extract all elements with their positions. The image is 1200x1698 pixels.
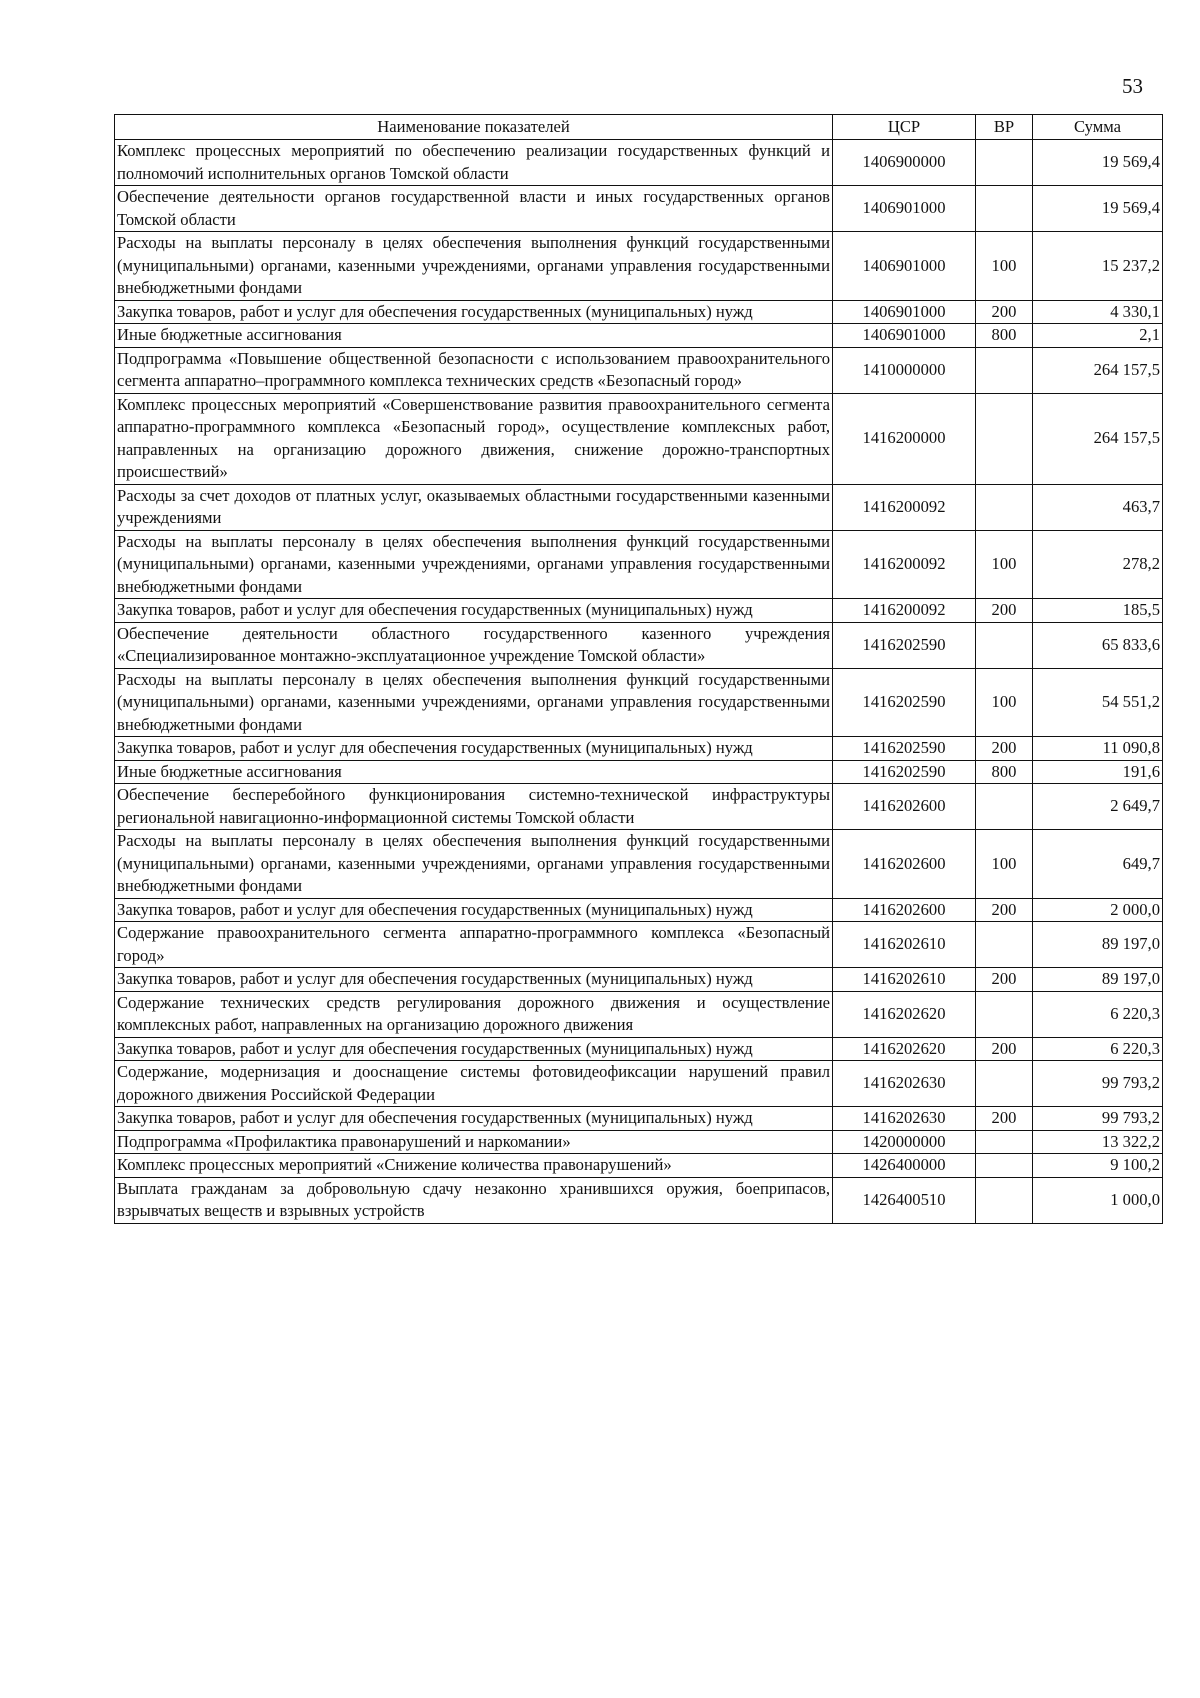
cell-csr: 1406901000 bbox=[833, 186, 976, 232]
cell-csr: 1406901000 bbox=[833, 300, 976, 324]
cell-sum: 2 000,0 bbox=[1033, 898, 1163, 922]
cell-name: Комплекс процессных мероприятий «Совершенствование развития правоохранительного сегмента аппаратно-программного комплекса «Безопасный город», осуществление комплексных работ, направленных на организацию дорожного движения, снижение дорожно-транспортных происшествий» bbox=[115, 393, 833, 484]
cell-vr bbox=[976, 1177, 1033, 1223]
cell-csr: 1406901000 bbox=[833, 232, 976, 301]
cell-sum: 4 330,1 bbox=[1033, 300, 1163, 324]
cell-csr: 1416202600 bbox=[833, 830, 976, 899]
cell-csr: 1416202620 bbox=[833, 1037, 976, 1061]
cell-sum: 185,5 bbox=[1033, 599, 1163, 623]
cell-vr bbox=[976, 186, 1033, 232]
table-row bbox=[115, 1107, 1163, 1131]
cell-sum: 65 833,6 bbox=[1033, 622, 1163, 668]
cell-name: Закупка товаров, работ и услуг для обеспечения государственных (муниципальных) нужд bbox=[115, 898, 833, 922]
cell-csr: 1416200092 bbox=[833, 599, 976, 623]
table-row bbox=[115, 1061, 1163, 1107]
cell-csr: 1416200092 bbox=[833, 530, 976, 599]
table-row bbox=[115, 484, 1163, 530]
cell-vr bbox=[976, 393, 1033, 484]
table-row bbox=[115, 668, 1163, 737]
cell-vr: 800 bbox=[976, 760, 1033, 784]
cell-name: Закупка товаров, работ и услуг для обеспечения государственных (муниципальных) нужд bbox=[115, 968, 833, 992]
cell-vr bbox=[976, 484, 1033, 530]
cell-vr bbox=[976, 347, 1033, 393]
cell-vr: 200 bbox=[976, 898, 1033, 922]
cell-sum: 13 322,2 bbox=[1033, 1130, 1163, 1154]
cell-vr: 200 bbox=[976, 599, 1033, 623]
cell-name: Иные бюджетные ассигнования bbox=[115, 760, 833, 784]
cell-sum: 54 551,2 bbox=[1033, 668, 1163, 737]
cell-vr bbox=[976, 1154, 1033, 1178]
table-row bbox=[115, 968, 1163, 992]
cell-csr: 1416202600 bbox=[833, 784, 976, 830]
cell-csr: 1406900000 bbox=[833, 140, 976, 186]
cell-name: Расходы на выплаты персоналу в целях обеспечения выполнения функций государственными (муниципальными) органами, казенными учреждениями, органами управления государственными внебюджетными фондами bbox=[115, 830, 833, 899]
table-row bbox=[115, 186, 1163, 232]
cell-csr: 1410000000 bbox=[833, 347, 976, 393]
cell-sum: 11 090,8 bbox=[1033, 737, 1163, 761]
cell-sum: 191,6 bbox=[1033, 760, 1163, 784]
cell-sum: 6 220,3 bbox=[1033, 1037, 1163, 1061]
table-row bbox=[115, 232, 1163, 301]
cell-name: Расходы за счет доходов от платных услуг, оказываемых областными государственными казенными учреждениями bbox=[115, 484, 833, 530]
cell-csr: 1416202630 bbox=[833, 1107, 976, 1131]
cell-name: Закупка товаров, работ и услуг для обеспечения государственных (муниципальных) нужд bbox=[115, 737, 833, 761]
cell-name: Выплата гражданам за добровольную сдачу незаконно хранившихся оружия, боеприпасов, взрывчатых веществ и взрывных устройств bbox=[115, 1177, 833, 1223]
cell-name: Подпрограмма «Профилактика правонарушений и наркомании» bbox=[115, 1130, 833, 1154]
header-sum: Сумма bbox=[1033, 115, 1163, 140]
cell-vr: 200 bbox=[976, 1107, 1033, 1131]
cell-vr: 800 bbox=[976, 324, 1033, 348]
cell-name: Иные бюджетные ассигнования bbox=[115, 324, 833, 348]
cell-sum: 264 157,5 bbox=[1033, 347, 1163, 393]
cell-sum: 6 220,3 bbox=[1033, 991, 1163, 1037]
cell-name: Содержание технических средств регулирования дорожного движения и осуществление комплексных работ, направленных на организацию дорожного движения bbox=[115, 991, 833, 1037]
cell-name: Расходы на выплаты персоналу в целях обеспечения выполнения функций государственными (муниципальными) органами, казенными учреждениями, органами управления государственными внебюджетными фондами bbox=[115, 232, 833, 301]
cell-csr: 1426400510 bbox=[833, 1177, 976, 1223]
cell-vr bbox=[976, 1061, 1033, 1107]
cell-vr bbox=[976, 784, 1033, 830]
table-row bbox=[115, 922, 1163, 968]
cell-csr: 1416200092 bbox=[833, 484, 976, 530]
cell-vr: 200 bbox=[976, 968, 1033, 992]
table-row bbox=[115, 1177, 1163, 1223]
table-row bbox=[115, 737, 1163, 761]
table-row bbox=[115, 1130, 1163, 1154]
cell-vr: 200 bbox=[976, 1037, 1033, 1061]
cell-vr: 100 bbox=[976, 530, 1033, 599]
cell-csr: 1416202590 bbox=[833, 622, 976, 668]
budget-table bbox=[114, 114, 1163, 1224]
table-header-row bbox=[115, 115, 1163, 140]
table-row bbox=[115, 784, 1163, 830]
table-row bbox=[115, 393, 1163, 484]
cell-sum: 2,1 bbox=[1033, 324, 1163, 348]
cell-csr: 1416202590 bbox=[833, 737, 976, 761]
cell-sum: 9 100,2 bbox=[1033, 1154, 1163, 1178]
cell-csr: 1416200000 bbox=[833, 393, 976, 484]
cell-name: Комплекс процессных мероприятий «Снижение количества правонарушений» bbox=[115, 1154, 833, 1178]
cell-sum: 19 569,4 bbox=[1033, 140, 1163, 186]
cell-sum: 99 793,2 bbox=[1033, 1107, 1163, 1131]
cell-vr bbox=[976, 1130, 1033, 1154]
cell-vr: 100 bbox=[976, 668, 1033, 737]
cell-vr bbox=[976, 922, 1033, 968]
cell-name: Обеспечение деятельности органов государственной власти и иных государственных органов Томской области bbox=[115, 186, 833, 232]
table-row bbox=[115, 898, 1163, 922]
table-row bbox=[115, 1037, 1163, 1061]
cell-vr: 200 bbox=[976, 737, 1033, 761]
cell-sum: 264 157,5 bbox=[1033, 393, 1163, 484]
cell-sum: 99 793,2 bbox=[1033, 1061, 1163, 1107]
cell-sum: 89 197,0 bbox=[1033, 968, 1163, 992]
cell-sum: 15 237,2 bbox=[1033, 232, 1163, 301]
cell-csr: 1416202630 bbox=[833, 1061, 976, 1107]
header-csr: ЦСР bbox=[833, 115, 976, 140]
cell-vr bbox=[976, 140, 1033, 186]
table-row bbox=[115, 140, 1163, 186]
table-row bbox=[115, 530, 1163, 599]
cell-vr: 100 bbox=[976, 830, 1033, 899]
cell-name: Содержание, модернизация и дооснащение системы фотовидеофиксации нарушений правил дорожного движения Российской Федерации bbox=[115, 1061, 833, 1107]
cell-csr: 1416202610 bbox=[833, 968, 976, 992]
cell-name: Содержание правоохранительного сегмента аппаратно-программного комплекса «Безопасный город» bbox=[115, 922, 833, 968]
cell-name: Закупка товаров, работ и услуг для обеспечения государственных (муниципальных) нужд bbox=[115, 1107, 833, 1131]
cell-vr bbox=[976, 622, 1033, 668]
cell-sum: 2 649,7 bbox=[1033, 784, 1163, 830]
cell-sum: 1 000,0 bbox=[1033, 1177, 1163, 1223]
cell-name: Закупка товаров, работ и услуг для обеспечения государственных (муниципальных) нужд bbox=[115, 1037, 833, 1061]
cell-sum: 463,7 bbox=[1033, 484, 1163, 530]
cell-csr: 1426400000 bbox=[833, 1154, 976, 1178]
cell-csr: 1416202610 bbox=[833, 922, 976, 968]
cell-sum: 278,2 bbox=[1033, 530, 1163, 599]
table-row bbox=[115, 760, 1163, 784]
table-row bbox=[115, 622, 1163, 668]
header-name: Наименование показателей bbox=[115, 115, 833, 140]
cell-sum: 649,7 bbox=[1033, 830, 1163, 899]
table-row bbox=[115, 347, 1163, 393]
table-row bbox=[115, 1154, 1163, 1178]
header-vr: ВР bbox=[976, 115, 1033, 140]
cell-sum: 19 569,4 bbox=[1033, 186, 1163, 232]
cell-csr: 1416202600 bbox=[833, 898, 976, 922]
cell-name: Закупка товаров, работ и услуг для обеспечения государственных (муниципальных) нужд bbox=[115, 300, 833, 324]
cell-name: Расходы на выплаты персоналу в целях обеспечения выполнения функций государственными (муниципальными) органами, казенными учреждениями, органами управления государственными внебюджетными фондами bbox=[115, 668, 833, 737]
cell-name: Комплекс процессных мероприятий по обеспечению реализации государственных функций и полномочий исполнительных органов Томской области bbox=[115, 140, 833, 186]
cell-name: Обеспечение деятельности областного государственного казенного учреждения «Специализированное монтажно-эксплуатационное учреждение Томской области» bbox=[115, 622, 833, 668]
cell-csr: 1416202590 bbox=[833, 668, 976, 737]
cell-name: Обеспечение бесперебойного функционирования системно-технической инфраструктуры региональной навигационно-информационной системы Томской области bbox=[115, 784, 833, 830]
table-row bbox=[115, 991, 1163, 1037]
cell-name: Закупка товаров, работ и услуг для обеспечения государственных (муниципальных) нужд bbox=[115, 599, 833, 623]
cell-csr: 1416202620 bbox=[833, 991, 976, 1037]
table-row bbox=[115, 300, 1163, 324]
cell-name: Расходы на выплаты персоналу в целях обеспечения выполнения функций государственными (муниципальными) органами, казенными учреждениями, органами управления государственными внебюджетными фондами bbox=[115, 530, 833, 599]
cell-name: Подпрограмма «Повышение общественной безопасности с использованием правоохранительного сегмента аппаратно–программного комплекса технических средств «Безопасный город» bbox=[115, 347, 833, 393]
cell-vr: 100 bbox=[976, 232, 1033, 301]
cell-sum: 89 197,0 bbox=[1033, 922, 1163, 968]
table-row bbox=[115, 599, 1163, 623]
table-row bbox=[115, 324, 1163, 348]
cell-csr: 1406901000 bbox=[833, 324, 976, 348]
cell-vr: 200 bbox=[976, 300, 1033, 324]
cell-csr: 1420000000 bbox=[833, 1130, 976, 1154]
page-number: 53 bbox=[1122, 74, 1143, 98]
cell-csr: 1416202590 bbox=[833, 760, 976, 784]
table-row bbox=[115, 830, 1163, 899]
cell-vr bbox=[976, 991, 1033, 1037]
